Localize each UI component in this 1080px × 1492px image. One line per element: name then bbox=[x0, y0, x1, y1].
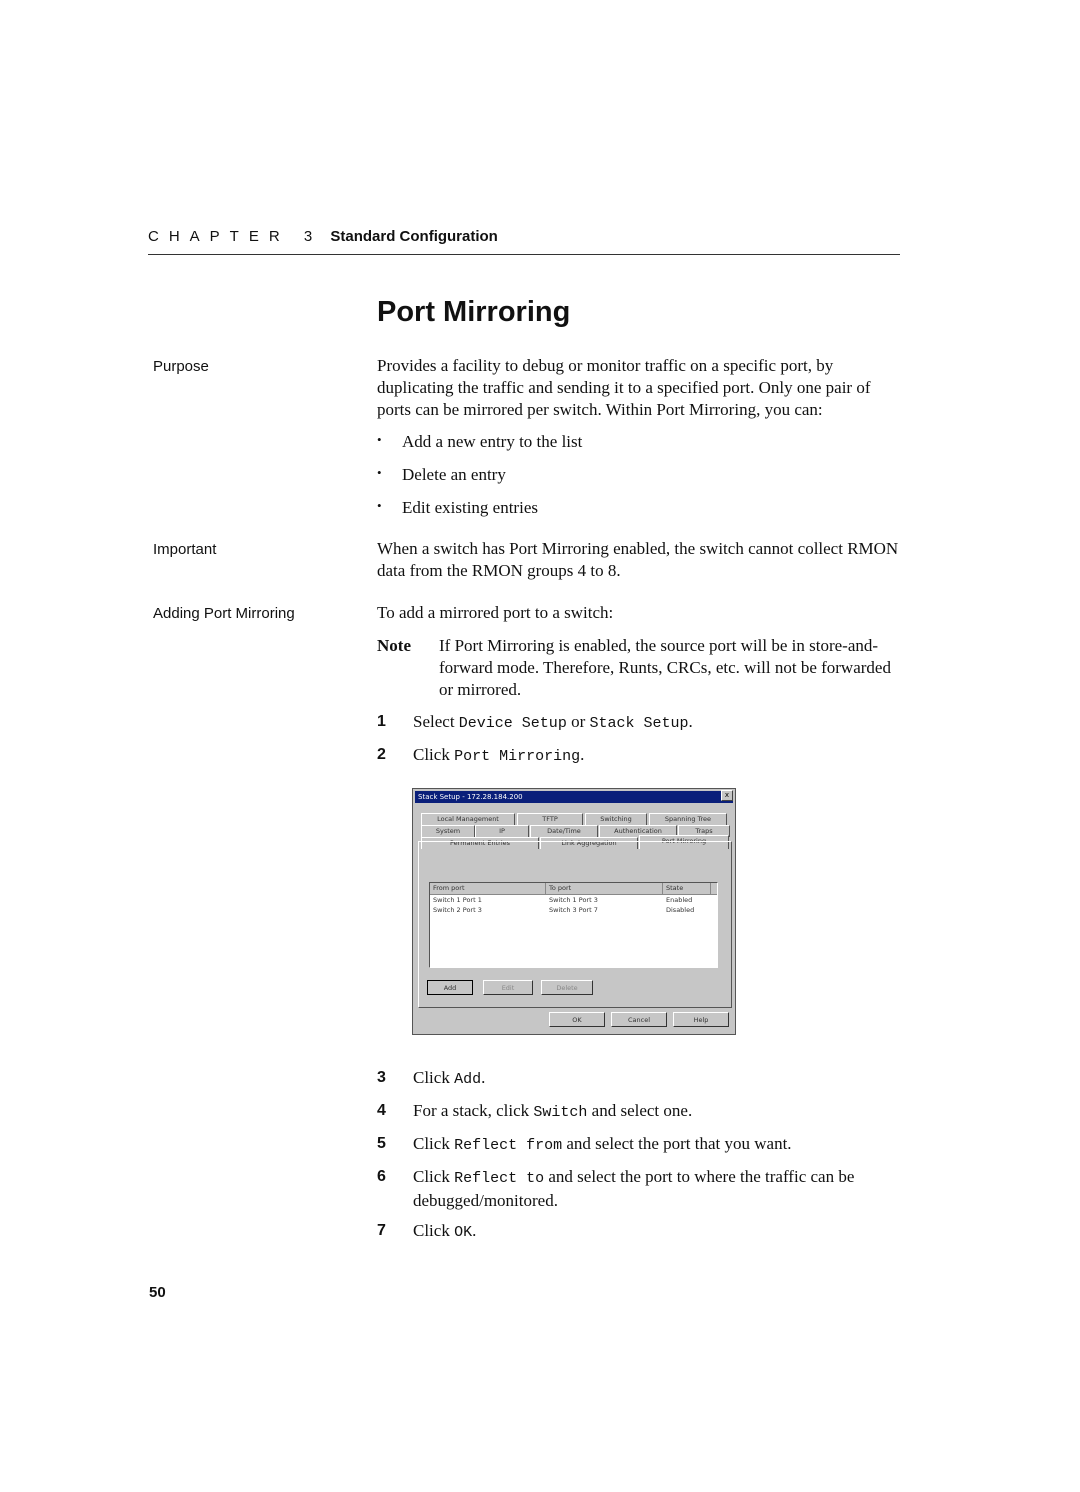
adding-label: Adding Port Mirroring bbox=[153, 605, 295, 622]
tab-local-management[interactable]: Local Management bbox=[421, 813, 515, 825]
column-header[interactable]: From port bbox=[430, 883, 546, 894]
section-title: Standard Configuration bbox=[330, 228, 498, 245]
column-header[interactable]: State bbox=[663, 883, 711, 894]
edit-button[interactable]: Edit bbox=[483, 980, 533, 995]
page-title: Port Mirroring bbox=[377, 296, 571, 328]
step-2: 2 Click Port Mirroring. bbox=[377, 745, 585, 765]
important-text: When a switch has Port Mirroring enabled, the switch cannot collect RMON data from the RMON groups 4 to 8. bbox=[377, 539, 899, 580]
dialog-title-bar: Stack Setup - 172.28.184.200 bbox=[415, 791, 733, 803]
step-3: 3 Click Add. bbox=[377, 1068, 486, 1088]
tab-link-aggregation[interactable]: Link Aggregation bbox=[540, 837, 638, 849]
tab-port-mirroring[interactable]: Port Mirroring bbox=[639, 835, 729, 849]
chapter-label: CHAPTER 3 bbox=[148, 228, 323, 245]
cancel-button[interactable]: Cancel bbox=[611, 1012, 667, 1027]
step-5: 5 Click Reflect from and select the port that you want. bbox=[377, 1134, 792, 1154]
note-text: If Port Mirroring is enabled, the source port will be in store-and-forward mode. Therefore, Runts, CRCs, etc. will not be forwarded or mirrored. bbox=[439, 636, 891, 699]
tab-permanent-entries[interactable]: Permanent Entries bbox=[421, 837, 539, 849]
purpose-text: Provides a facility to debug or monitor traffic on a specific port, by duplicating the traffic and sending it to a specified port. Only one pair of ports can be mirrored per switch. Within Port Mirroring, you can: bbox=[377, 356, 871, 419]
adding-intro: To add a mirrored port to a switch: bbox=[377, 603, 614, 622]
add-button[interactable]: Add bbox=[427, 980, 473, 995]
tab-spanning-tree[interactable]: Spanning Tree bbox=[649, 813, 727, 825]
bullet-icon: • bbox=[377, 498, 382, 513]
column-header[interactable]: To port bbox=[546, 883, 663, 894]
header-rule bbox=[148, 254, 900, 255]
tab-tftp[interactable]: TFTP bbox=[517, 813, 583, 825]
step-1: 1 Select Device Setup or Stack Setup. bbox=[377, 712, 693, 732]
bullet-item: • Add a new entry to the list bbox=[377, 432, 583, 451]
stack-setup-dialog bbox=[412, 788, 736, 1035]
table-row[interactable]: Switch 2 Port 3 Switch 3 Port 7 Disabled bbox=[433, 906, 695, 914]
bullet-icon: • bbox=[377, 432, 382, 447]
tab-date-time[interactable]: Date/Time bbox=[530, 825, 598, 837]
step-6: 6 Click Reflect to and select the port to where the traffic can be debugged/monitored. bbox=[377, 1167, 855, 1210]
help-button[interactable]: Help bbox=[673, 1012, 729, 1027]
important-label: Important bbox=[153, 541, 217, 558]
tab-ip[interactable]: IP bbox=[475, 825, 529, 837]
ok-button[interactable]: OK bbox=[549, 1012, 605, 1027]
note-label: Note bbox=[377, 636, 411, 655]
mirror-list[interactable] bbox=[429, 882, 718, 968]
page-number: 50 bbox=[149, 1284, 166, 1301]
list-header bbox=[430, 883, 717, 895]
tab-system[interactable]: System bbox=[421, 825, 475, 837]
step-4: 4 For a stack, click Switch and select one. bbox=[377, 1101, 693, 1121]
note bbox=[377, 635, 902, 701]
table-row[interactable]: Switch 1 Port 1 Switch 1 Port 3 Enabled bbox=[433, 896, 693, 904]
purpose-label: Purpose bbox=[153, 358, 209, 375]
delete-button[interactable]: Delete bbox=[541, 980, 593, 995]
bullet-item: • Edit existing entries bbox=[377, 498, 538, 517]
bullet-item: • Delete an entry bbox=[377, 465, 506, 484]
tab-switching[interactable]: Switching bbox=[585, 813, 647, 825]
running-header bbox=[148, 228, 498, 245]
tab-traps[interactable]: Traps bbox=[678, 825, 730, 837]
step-7: 7 Click OK. bbox=[377, 1221, 477, 1241]
close-icon[interactable]: x bbox=[721, 790, 733, 801]
bullet-icon: • bbox=[377, 465, 382, 480]
tab-authentication[interactable]: Authentication bbox=[599, 825, 677, 837]
